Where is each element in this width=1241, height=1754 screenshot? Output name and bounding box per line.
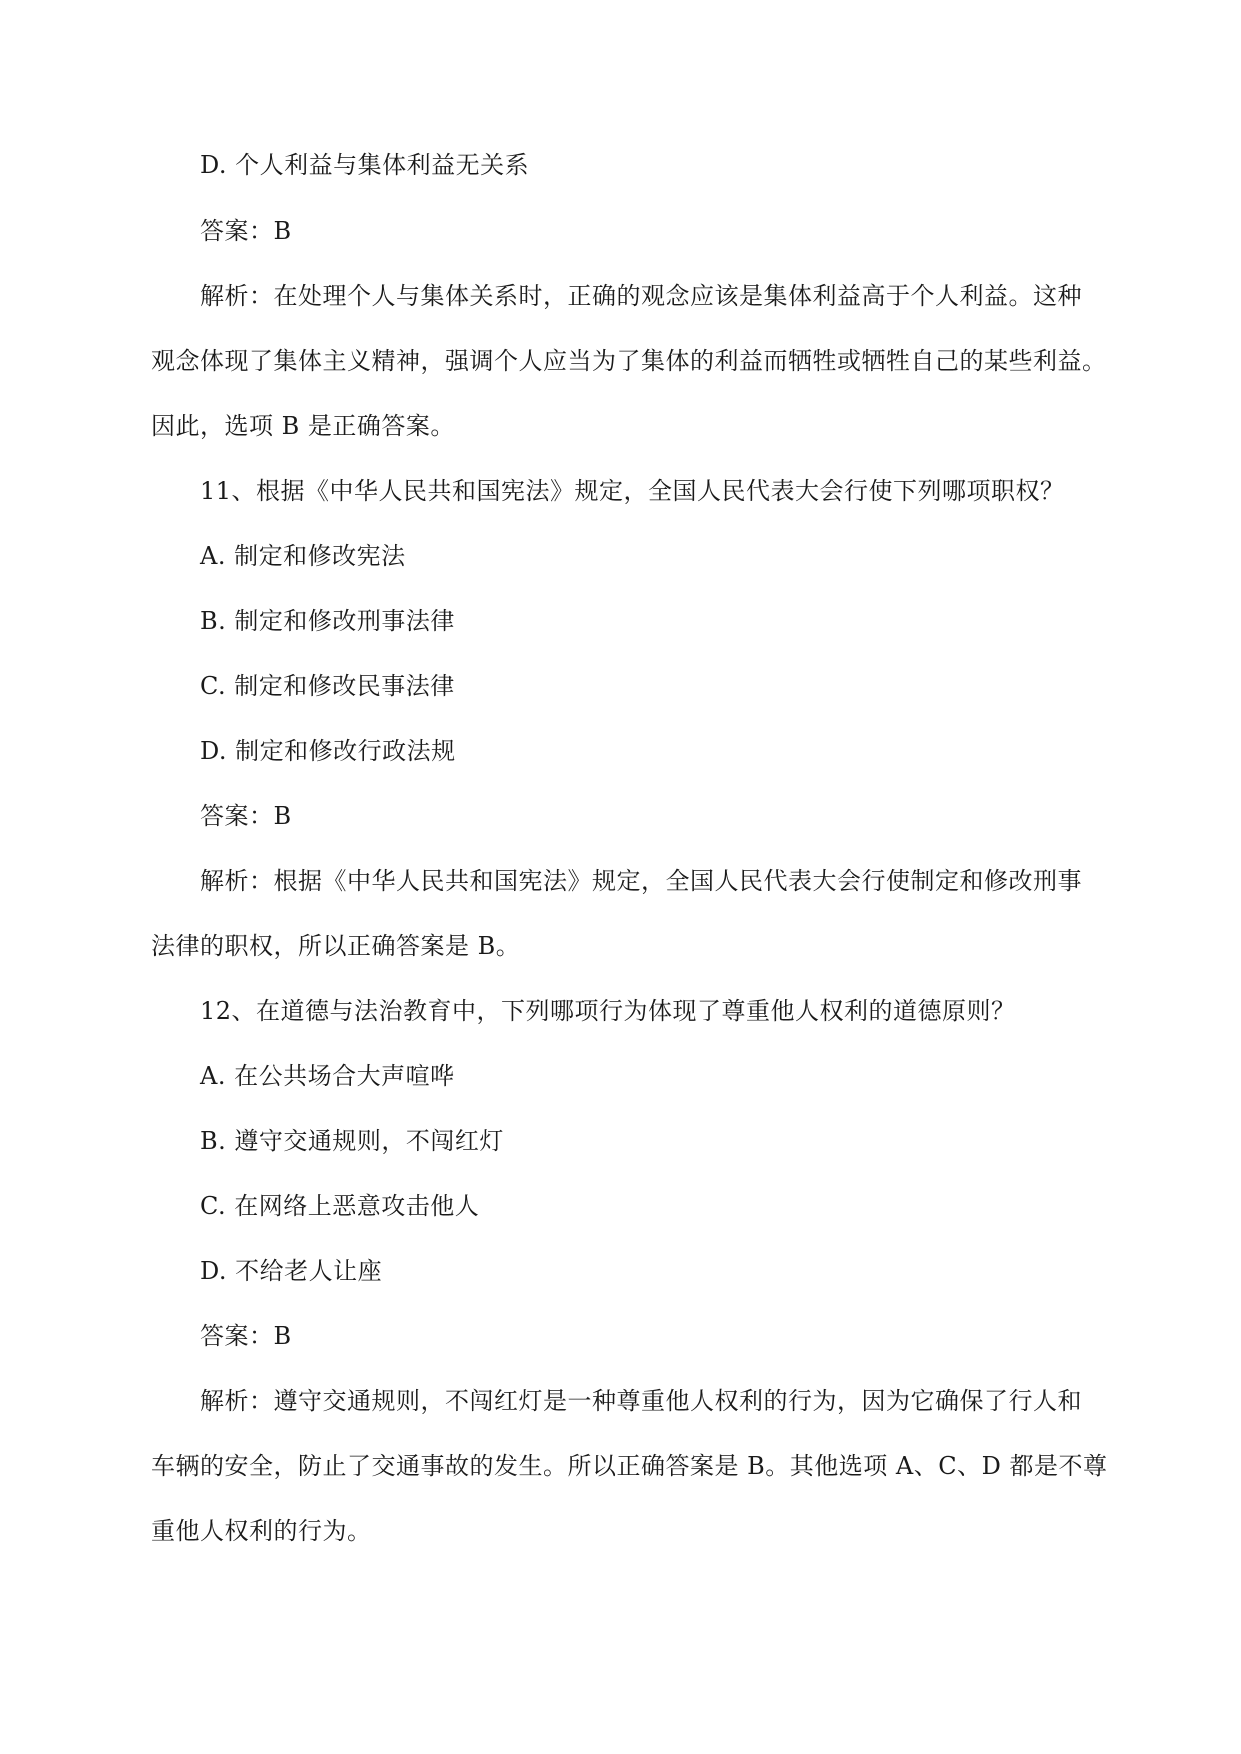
prev-explanation-line-2: 观念体现了集体主义精神，强调个人应当为了集体的利益而牺牲或牺牲自己的某些利益。 — [151, 347, 1107, 375]
q12-option-d: D. 不给老人让座 — [200, 1257, 383, 1285]
q11-explanation-line-1: 解析：根据《中华人民共和国宪法》规定，全国人民代表大会行使制定和修改刑事 — [200, 867, 1082, 895]
q11-question: 11、根据《中华人民共和国宪法》规定，全国人民代表大会行使下列哪项职权？ — [200, 477, 1065, 505]
q12-question: 12、在道德与法治教育中，下列哪项行为体现了尊重他人权利的道德原则？ — [200, 997, 1016, 1025]
q12-option-a: A. 在公共场合大声喧哗 — [200, 1062, 455, 1090]
q11-explanation-line-2: 法律的职权，所以正确答案是 B。 — [151, 932, 521, 960]
q11-option-a: A. 制定和修改宪法 — [200, 542, 406, 570]
prev-option-d: D. 个人利益与集体利益无关系 — [200, 151, 530, 179]
q12-explanation-line-1: 解析：遵守交通规则，不闯红灯是一种尊重他人权利的行为，因为它确保了行人和 — [200, 1387, 1082, 1415]
prev-answer: 答案：B — [200, 217, 292, 245]
q11-option-b: B. 制定和修改刑事法律 — [200, 607, 455, 635]
q11-option-c: C. 制定和修改民事法律 — [200, 672, 455, 700]
q12-option-c: C. 在网络上恶意攻击他人 — [200, 1192, 480, 1220]
q12-option-b: B. 遵守交通规则，不闯红灯 — [200, 1127, 504, 1155]
q12-explanation-line-2: 车辆的安全，防止了交通事故的发生。所以正确答案是 B。其他选项 A、C、D 都是不尊 — [151, 1452, 1108, 1480]
q12-explanation-line-3: 重他人权利的行为。 — [151, 1517, 372, 1545]
prev-explanation-line-1: 解析：在处理个人与集体关系时，正确的观念应该是集体利益高于个人利益。这种 — [200, 282, 1082, 310]
q11-answer: 答案：B — [200, 802, 292, 830]
q12-answer: 答案：B — [200, 1322, 292, 1350]
q11-option-d: D. 制定和修改行政法规 — [200, 737, 456, 765]
prev-explanation-line-3: 因此，选项 B 是正确答案。 — [151, 412, 455, 440]
